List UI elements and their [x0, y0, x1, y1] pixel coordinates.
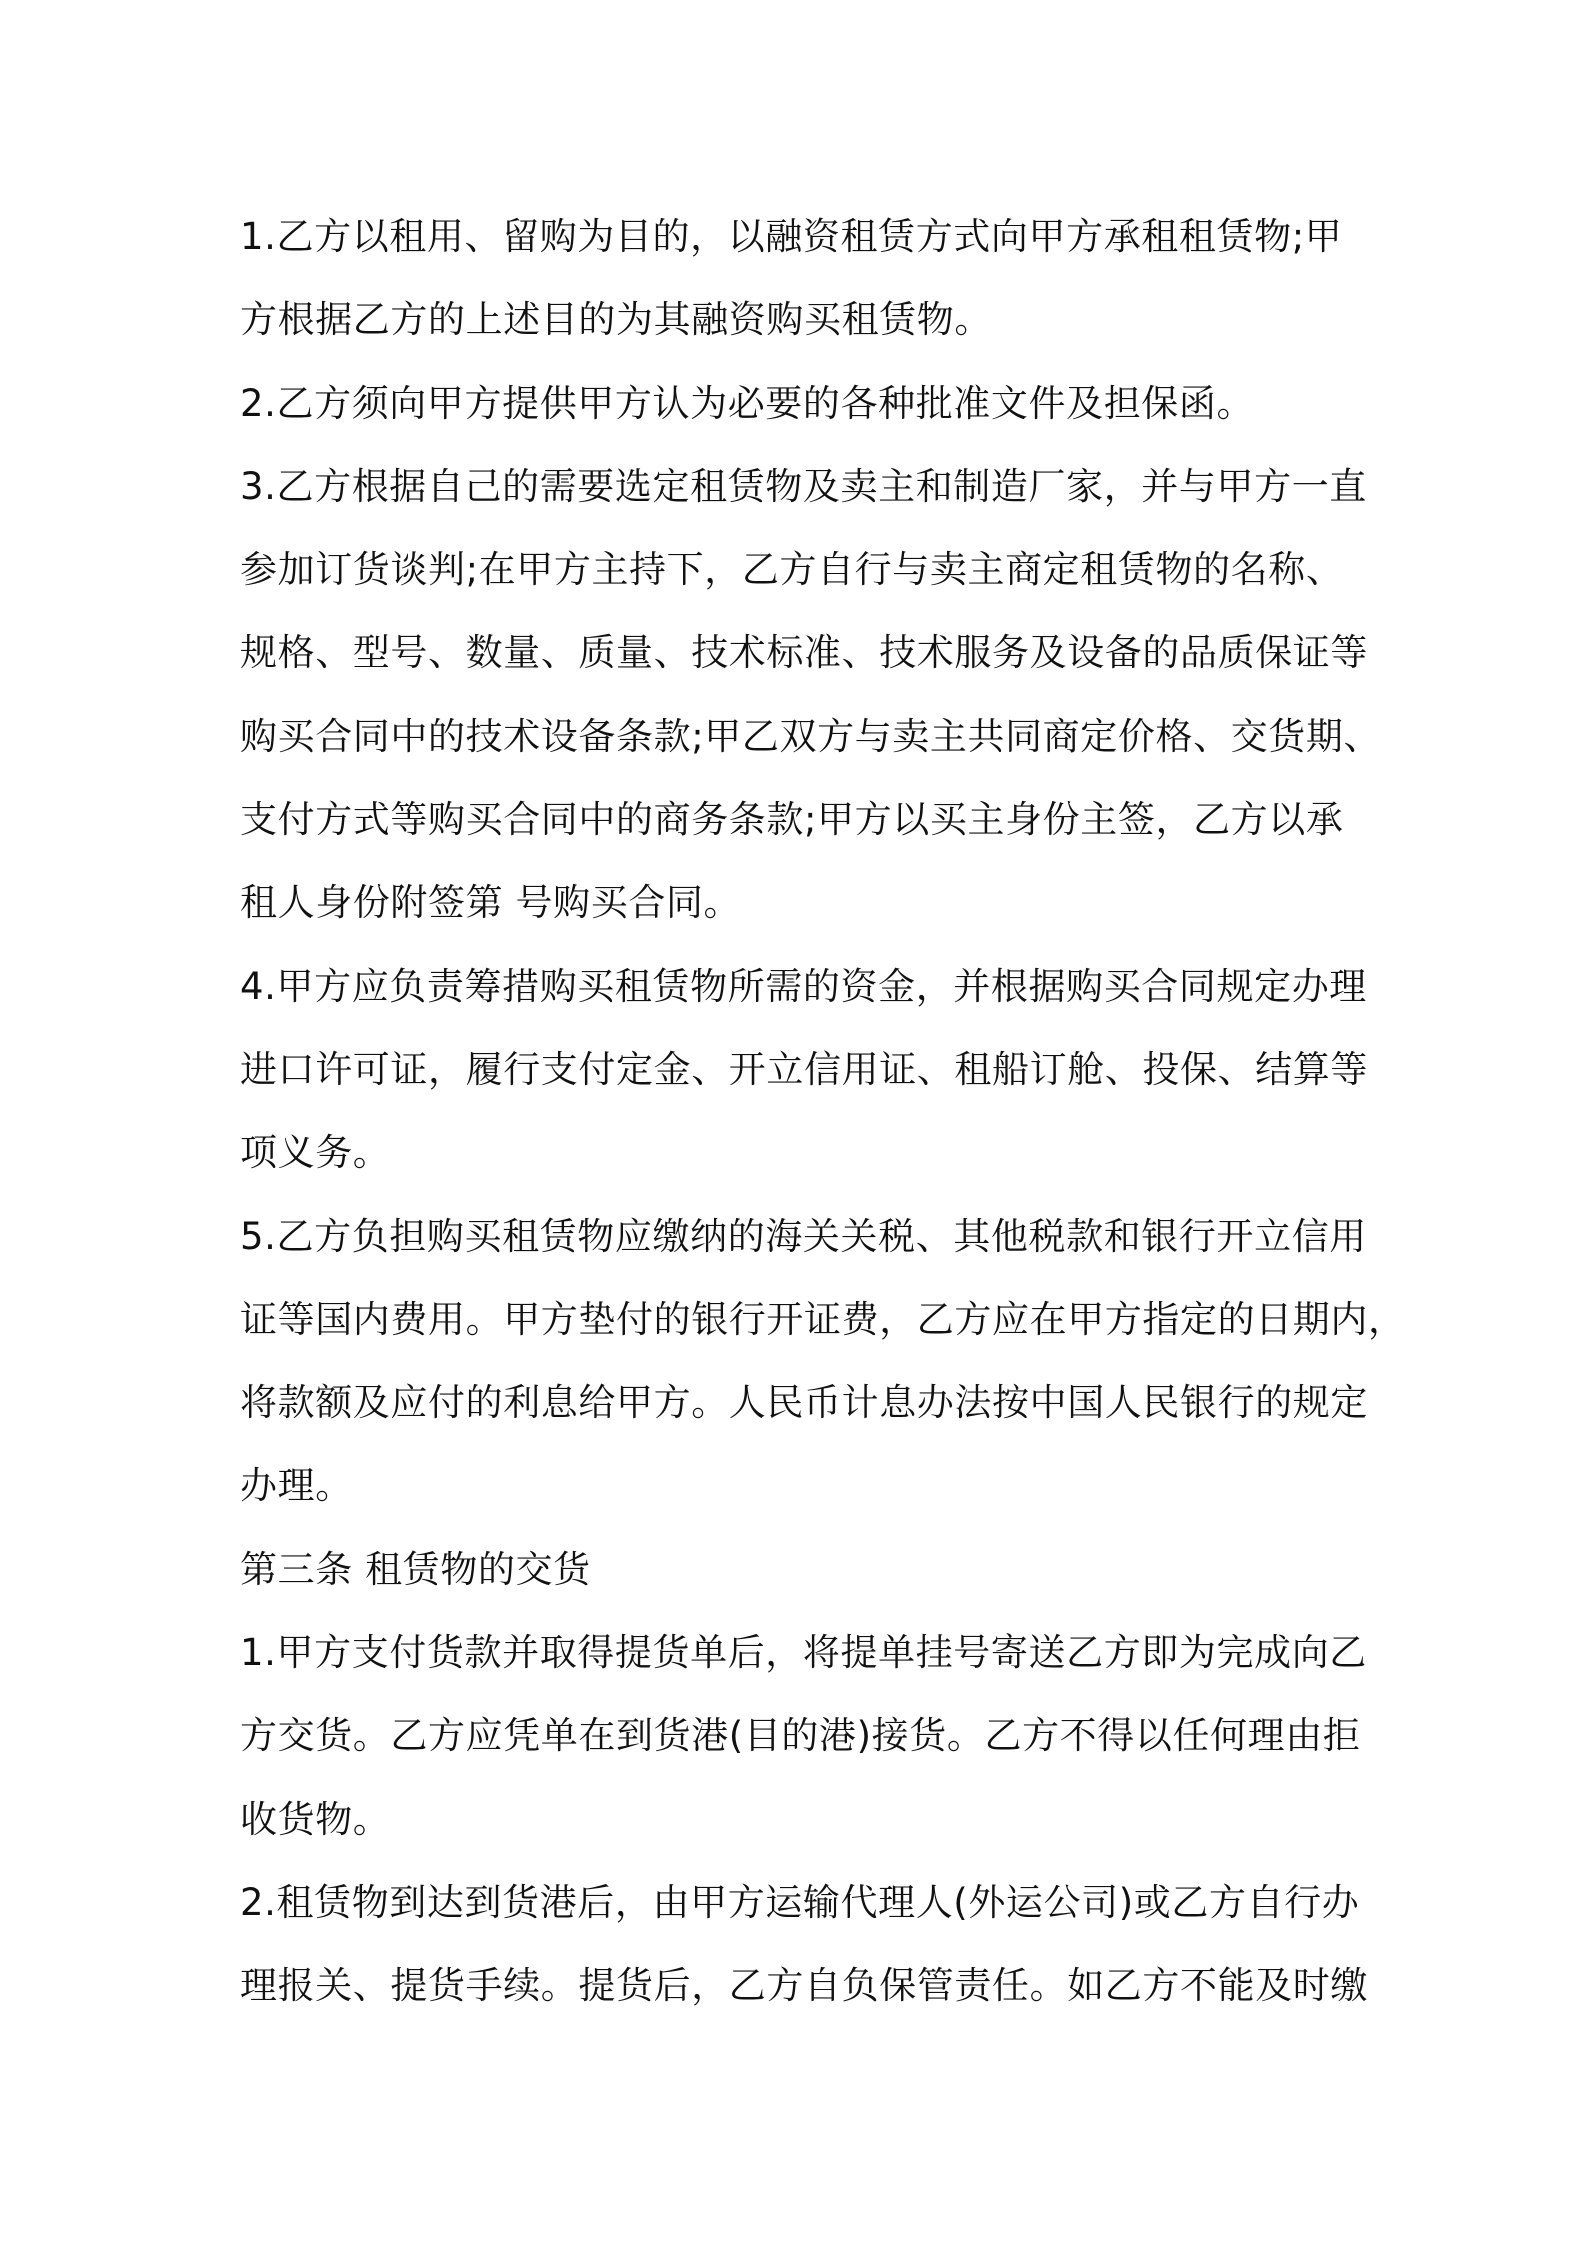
text-line: 租人身份附签第 号购买合同。	[240, 881, 742, 925]
text-line: 理报关、提货手续。提货后，乙方自负保管责任。如乙方不能及时缴	[240, 1964, 1368, 2008]
text-line: 1.甲方支付货款并取得提货单后，将提单挂号寄送乙方即为完成向乙	[240, 1631, 1367, 1675]
text-line: 项义务。	[240, 1131, 391, 1175]
text-line: 参加订货谈判;在甲方主持下，乙方自行与卖主商定租赁物的名称、	[240, 548, 1344, 592]
text-line: 方交货。乙方应凭单在到货港(目的港)接货。乙方不得以任何理由拒	[240, 1714, 1361, 1758]
section-heading: 第三条 租赁物的交货	[240, 1547, 591, 1591]
text-line: 3.乙方根据自己的需要选定租赁物及卖主和制造厂家，并与甲方一直	[240, 464, 1367, 508]
text-line: 1.乙方以租用、留购为目的，以融资租赁方式向甲方承租租赁物;甲	[240, 215, 1343, 258]
document-body	[240, 195, 1406, 2028]
text-line: 收货物。	[240, 1797, 391, 1841]
text-line: 证等国内费用。甲方垫付的银行开证费，乙方应在甲方指定的日期内，	[240, 1297, 1406, 1341]
text-line: 购买合同中的技术设备条款;甲乙双方与卖主共同商定价格、交货期、	[240, 714, 1382, 758]
text-line: 支付方式等购买合同中的商务条款;甲方以买主身份主签，乙方以承	[240, 798, 1344, 842]
text-line: 2.租赁物到达到货港后，由甲方运输代理人(外运公司)或乙方自行办	[240, 1880, 1360, 1924]
text-line: 办理。	[240, 1464, 353, 1508]
text-line: 将款额及应付的利息给甲方。人民币计息办法按中国人民银行的规定	[240, 1381, 1368, 1425]
text-line: 方根据乙方的上述目的为其融资购买租赁物。	[240, 298, 992, 342]
text-line: 进口许可证，履行支付定金、开立信用证、租船订舱、投保、结算等	[240, 1047, 1368, 1091]
text-line: 4.甲方应负责筹措购买租赁物所需的资金，并根据购买合同规定办理	[240, 964, 1367, 1008]
text-line: 规格、型号、数量、质量、技术标准、技术服务及设备的品质保证等	[240, 631, 1368, 675]
text-line: 2.乙方须向甲方提供甲方认为必要的各种批准文件及担保函。	[240, 381, 1255, 425]
text-line: 5.乙方负担购买租赁物应缴纳的海关关税、其他税款和银行开立信用	[240, 1214, 1367, 1258]
